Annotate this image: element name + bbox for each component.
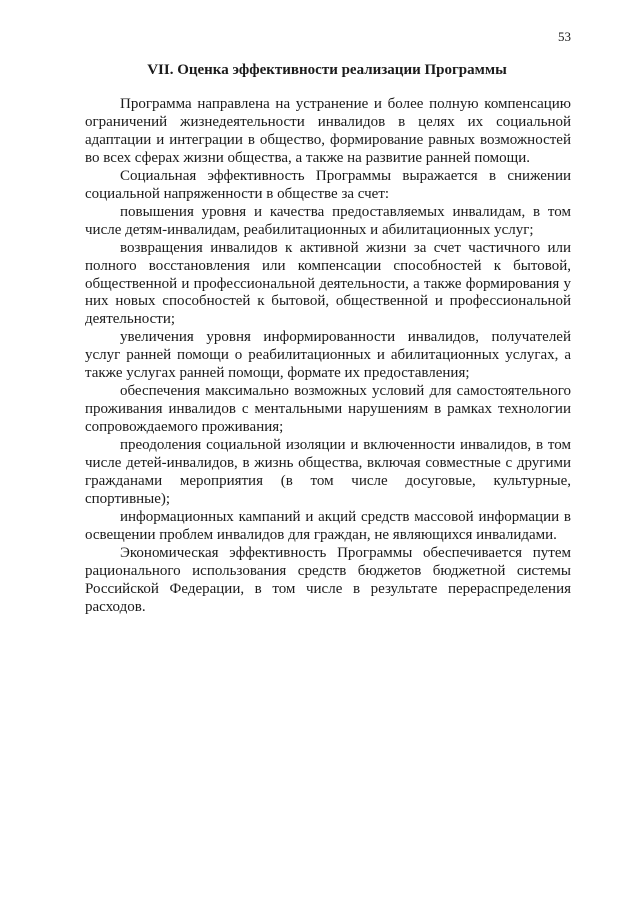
paragraph-social-efficiency: Социальная эффективность Программы выражается в снижении социальной напряженности в обществе за счет:	[85, 167, 571, 202]
section-title: VII. Оценка эффективности реализации Программы	[147, 62, 507, 78]
list-item-awareness: увеличения уровня информированности инвалидов, получателей услуг ранней помощи о реабилитационных и абилитационных услугах, а также услугах ранней помощи, формате их предоставления;	[85, 329, 571, 382]
list-item-service-quality: повышения уровня и качества предоставляемых инвалидам, в том числе детям-инвалидам, реабилитационных и абилитационных услуг;	[85, 203, 571, 238]
list-item-media-campaigns: информационных кампаний и акций средств массовой информации в освещении проблем инвалидов для граждан, не являющихся инвалидами.	[85, 508, 571, 543]
section-body	[85, 96, 571, 617]
page-number: 53	[558, 29, 571, 44]
list-item-independent-living: обеспечения максимально возможных условий для самостоятельного проживания инвалидов с ментальными нарушениям в рамках технологии сопровождаемого проживания;	[85, 383, 571, 436]
list-item-social-inclusion: преодоления социальной изоляции и включенности инвалидов, в том числе детей-инвалидов, в жизнь общества, включая совместные с другими гражданами мероприятия (в том числе досуговые, культурные, спортивные);	[85, 437, 571, 507]
paragraph-program-purpose: Программа направлена на устранение и более полную компенсацию ограничений жизнедеятельности инвалидов в целях их социальной адаптации и интеграции в общество, формирование равных возможностей во всех сферах жизни общества, а также на развитие ранней помощи.	[85, 96, 571, 166]
paragraph-economic-efficiency: Экономическая эффективность Программы обеспечивается путем рационального использования средств бюджетов бюджетной системы Российской Федерации, в том числе в результате перераспределения расходов.	[85, 544, 571, 615]
list-item-active-life: возвращения инвалидов к активной жизни за счет частичного или полного восстановления или компенсации способностей к бытовой, общественной и профессиональной деятельности, а также формирования у них новых способностей к бытовой, общественной и профессиональной деятельности;	[85, 239, 571, 328]
